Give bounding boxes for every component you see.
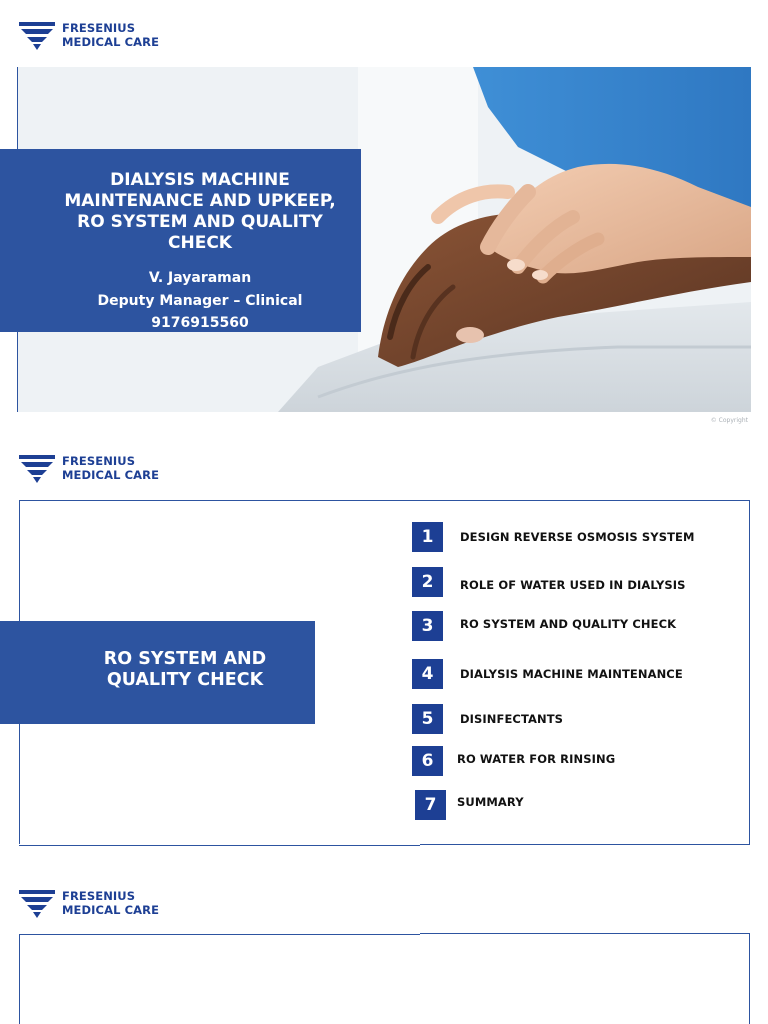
fresenius-logo (18, 888, 168, 922)
agenda-label: DISINFECTANTS (460, 712, 564, 726)
title-banner (0, 149, 361, 332)
brand-name-line1: FRESENIUS (62, 454, 136, 468)
fresenius-logo (18, 453, 168, 487)
agenda-label: RO WATER FOR RINSING (457, 752, 616, 766)
copyright-notice: © Copyright (710, 417, 748, 424)
brand-name-line2: MEDICAL CARE (62, 468, 160, 482)
frame-divider (420, 844, 750, 845)
agenda-number: 4 (412, 659, 443, 689)
agenda-slide (0, 432, 768, 864)
agenda-label: ROLE OF WATER USED IN DIALYSIS (460, 578, 686, 592)
agenda-label: SUMMARY (457, 795, 524, 809)
frame-divider (19, 934, 420, 935)
brand-name-line2: MEDICAL CARE (62, 35, 160, 49)
presentation-title: DIALYSIS MACHINE MAINTENANCE AND UPKEEP, RO SYSTEM AND QUALITY CHECK (64, 170, 336, 253)
third-slide (0, 864, 768, 1024)
agenda-number: 6 (412, 746, 443, 776)
agenda-number: 5 (412, 704, 443, 734)
agenda-label: DESIGN REVERSE OSMOSIS SYSTEM (460, 530, 695, 544)
section-title: RO SYSTEM AND QUALITY CHECK (103, 649, 267, 690)
frame-edge (749, 933, 750, 1024)
agenda-number: 1 (412, 522, 443, 552)
fresenius-logo (18, 20, 168, 54)
frame-divider (19, 845, 420, 846)
fresenius-chevron-logo-icon (18, 888, 56, 920)
brand-name-line1: FRESENIUS (62, 21, 136, 35)
fresenius-chevron-logo-icon (18, 20, 56, 52)
frame-edge (19, 934, 20, 1024)
frame-divider (420, 933, 750, 934)
title-slide (0, 0, 768, 432)
agenda-label: DIALYSIS MACHINE MAINTENANCE (460, 667, 683, 681)
brand-name-line1: FRESENIUS (62, 889, 136, 903)
agenda-number: 3 (412, 611, 443, 641)
agenda-label: RO SYSTEM AND QUALITY CHECK (460, 617, 677, 631)
section-banner (0, 621, 315, 724)
brand-name-line2: MEDICAL CARE (62, 903, 160, 917)
agenda-number: 7 (415, 790, 446, 820)
agenda-number: 2 (412, 567, 443, 597)
fresenius-chevron-logo-icon (18, 453, 56, 485)
presenter-details: V. Jayaraman Deputy Manager – Clinical 9176915560 (97, 270, 303, 331)
